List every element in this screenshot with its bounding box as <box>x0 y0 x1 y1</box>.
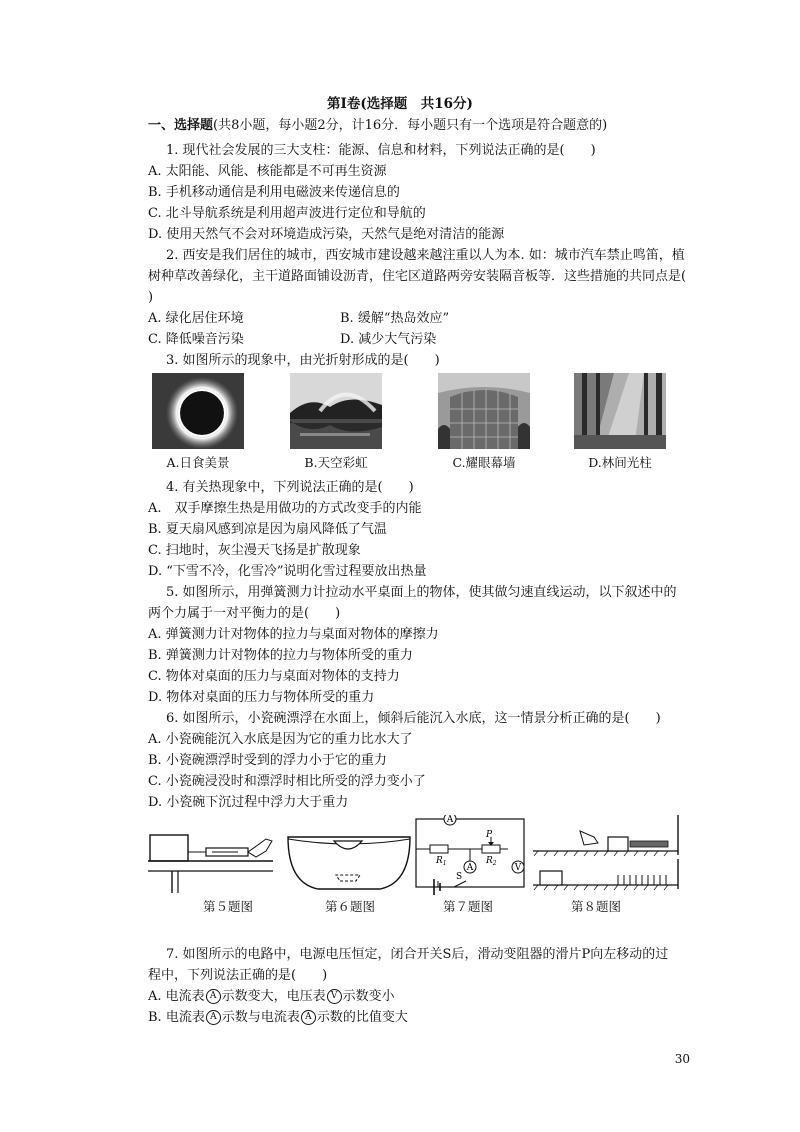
q2-stem-3: ) <box>148 290 154 305</box>
q5-option-a: A. 弹簧测力计对物体的拉力与桌面对物体的摩擦力 <box>148 627 439 642</box>
q7-option-a: A. 电流表 A 示数变大，电压表 V 示数变小 <box>148 989 395 1004</box>
q4-stem: 4. 有关热现象中，下列说法正确的是( ) <box>166 480 414 495</box>
ammeter-icon: A <box>206 989 221 1004</box>
q1-stem: 1. 现代社会发展的三大支柱：能源、信息和材料，下列说法正确的是( ) <box>166 143 596 158</box>
figure-5-caption: 第５题图 <box>202 899 253 914</box>
ammeter-a1-label: A <box>466 863 474 873</box>
q4-option-b: B. 夏天扇风感到凉是因为扇风降低了气温 <box>148 522 387 537</box>
q2-option-c: C. 降低噪音污染 <box>148 332 244 347</box>
q6-option-d: D. 小瓷碗下沉过程中浮力大于重力 <box>148 795 349 810</box>
figure-5-spring-scale <box>148 835 273 893</box>
r2-label: $R_2$ <box>486 856 497 867</box>
q3-caption-d: D.林间光柱 <box>588 455 652 470</box>
q3-stem: 3. 如图所示的现象中，由光折射形成的是( ) <box>166 353 440 368</box>
q1-option-a: A. 太阳能、风能、核能都是不可再生资源 <box>148 164 387 179</box>
figure-8-caption: 第８题图 <box>570 899 621 914</box>
q3-caption-a: A.日食美景 <box>166 455 230 470</box>
q5-option-c: C. 物体对桌面的压力与桌面对物体的支持力 <box>148 669 400 684</box>
solar-eclipse-photo <box>152 373 244 449</box>
q2-stem-1: 2. 西安是我们居住的城市，西安城市建设越来越注重以人为本. 如：城市汽车禁止鸣笛，植 <box>166 248 685 263</box>
q6-stem: 6. 如图所示，小瓷碗漂浮在水面上，倾斜后能沉入水底，这一情景分析正确的是( ) <box>166 711 661 726</box>
q2-option-a: A. 绿化居住环境 <box>148 311 244 326</box>
figures-row <box>148 815 688 895</box>
q1-option-b: B. 手机移动通信是利用电磁波来传递信息的 <box>148 185 400 200</box>
slider-p-label: P <box>486 830 493 840</box>
q7-stem-1: 7. 如图所示的电路中，电源电压恒定，闭合开关S后，滑动变阻器的滑片P向左移动的过 <box>166 947 669 962</box>
section-instruction <box>148 117 607 135</box>
q1-option-c: C. 北斗导航系统是利用超声波进行定位和导航的 <box>148 206 426 221</box>
section-heading: 一、选择题 <box>148 118 214 133</box>
q5-option-b: B. 弹簧测力计对物体的拉力与物体所受的重力 <box>148 648 413 663</box>
q6-option-b: B. 小瓷碗漂浮时受到的浮力小于它的重力 <box>148 753 387 768</box>
q2-option-b: B. 缓解“热岛效应” <box>340 311 450 326</box>
ammeter-icon: A <box>206 1010 221 1025</box>
section-desc: (共8小题，每小题2分，计16分．每小题只有一个选项是符合题意的) <box>213 118 608 133</box>
switch-s-label: S <box>456 872 463 882</box>
q5-stem-2: 两个力属于一对平衡力的是( ) <box>148 606 341 621</box>
q7-stem-2: 程中，下列说法正确的是( ) <box>148 968 328 983</box>
ammeter-a-label: A <box>446 815 454 825</box>
figure-6-basin <box>288 837 410 889</box>
page-number: 30 <box>674 1052 690 1066</box>
q3-caption-c: C.耀眼幕墙 <box>452 455 516 470</box>
q7-option-b: B. 电流表 A 示数与电流表 A 示数的比值变大 <box>148 1010 408 1025</box>
ammeter-icon: A <box>301 1010 316 1025</box>
q6-option-c: C. 小瓷碗浸没时和漂浮时相比所受的浮力变小了 <box>148 774 426 789</box>
rainbow-lake-photo <box>290 373 382 449</box>
q1-option-d: D. 使用天然气不会对环境造成污染，天然气是绝对清洁的能源 <box>148 227 505 242</box>
figure-6-caption: 第６题图 <box>324 899 375 914</box>
figure-7-caption: 第７题图 <box>442 899 493 914</box>
glass-curtain-wall-photo <box>438 373 530 449</box>
q2-options-row-1 <box>148 310 244 328</box>
figure-7-circuit <box>416 815 524 895</box>
q2-option-d: D. 减少大气污染 <box>340 332 437 347</box>
q4-option-d: D. “下雪不冷，化雪冷”说明化雪过程要放出热量 <box>148 564 427 579</box>
q5-option-d: D. 物体对桌面的压力与物体所受的重力 <box>148 690 375 705</box>
q4-option-c: C. 扫地时，灰尘漫天飞扬是扩散现象 <box>148 543 361 558</box>
q3-caption-b: B.天空彩虹 <box>304 455 368 470</box>
voltmeter-label: V <box>514 863 522 873</box>
figure-8-surfaces <box>533 815 678 890</box>
q2-stem-2: 树种草改善绿化，主干道路面铺设沥青，住宅区道路两旁安装隔音板等．这些措施的共同点是( <box>148 269 687 284</box>
section-title: 第Ⅰ卷(选择题 共16分) <box>327 96 473 112</box>
voltmeter-icon: V <box>327 989 342 1004</box>
q6-option-a: A. 小瓷碗能沉入水底是因为它的重力比水大了 <box>148 732 413 747</box>
q4-option-a: A. 双手摩擦生热是用做功的方式改变手的内能 <box>148 501 422 516</box>
q5-stem-1: 5. 如图所示，用弹簧测力计拉动水平桌面上的物体，使其做匀速直线运动，以下叙述中的 <box>166 585 677 600</box>
forest-light-beams-photo <box>574 373 666 449</box>
r1-label: $R_1$ <box>436 856 447 867</box>
